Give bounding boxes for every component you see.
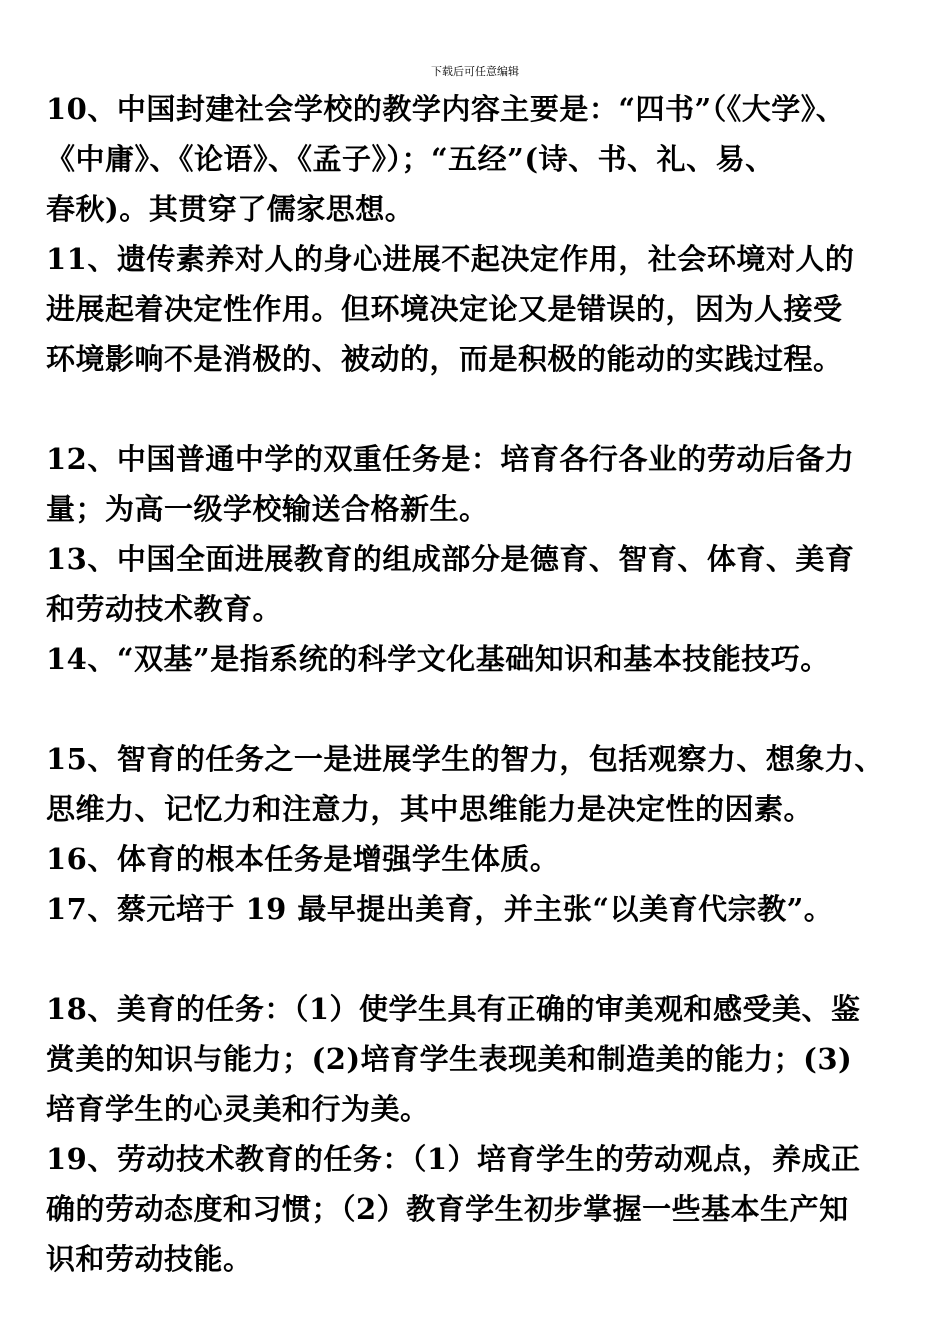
text-line: 识和劳动技能。 xyxy=(46,1242,253,1276)
text-line: 培育学生的心灵美和行为美。 xyxy=(46,1092,430,1126)
paragraph-gap xyxy=(46,684,931,734)
text-line: 17、蔡元培于 19 最早提出美育，并主张“以美育代宗教”。 xyxy=(46,892,834,926)
text-line: 赏美的知识与能力；(2)培育学生表现美和制造美的能力；(3) xyxy=(46,1042,853,1076)
page-header-note: 下载后可任意编辑 xyxy=(431,65,519,78)
text-line: 11、遗传素养对人的身心进展不起决定作用，社会环境对人的 xyxy=(46,242,855,276)
text-line: 14、“双基”是指系统的科学文化基础知识和基本技能技巧。 xyxy=(46,642,830,676)
text-line: 思维力、记忆力和注意力，其中思维能力是决定性的因素。 xyxy=(46,792,814,826)
text-line: 15、智育的任务之一是进展学生的智力，包括观察力、想象力、 xyxy=(46,742,884,776)
paragraph-gap xyxy=(46,384,931,434)
text-line: 进展起着决定性作用。但环境决定论又是错误的，因为人接受 xyxy=(46,292,843,326)
text-line: 量；为高一级学校输送合格新生。 xyxy=(46,492,489,526)
text-line: 环境影响不是消极的、被动的，而是积极的能动的实践过程。 xyxy=(46,342,843,376)
document-body xyxy=(46,84,931,1284)
text-line: 18、美育的任务：（1）使学生具有正确的审美观和感受美、鉴 xyxy=(46,992,861,1026)
text-line: 和劳动技术教育。 xyxy=(46,592,283,626)
paragraph-gap xyxy=(46,934,931,984)
text-line: 19、劳动技术教育的任务：（1）培育学生的劳动观点，养成正 xyxy=(46,1142,861,1176)
text-line: 13、中国全面进展教育的组成部分是德育、智育、体育、美育 xyxy=(46,542,855,576)
text-line: 12、中国普通中学的双重任务是：培育各行各业的劳动后备力 xyxy=(46,442,855,476)
text-line: 10、中国封建社会学校的教学内容主要是：“四书”（《大学》、 xyxy=(46,92,846,126)
text-line: 确的劳动态度和习惯；（2）教育学生初步掌握一些基本生产知 xyxy=(46,1192,849,1226)
text-line: 16、体育的根本任务是增强学生体质。 xyxy=(46,842,560,876)
text-line: 春秋)。其贯穿了儒家思想。 xyxy=(46,192,415,226)
text-line: 《中庸》、《论语》、《孟子》）；“五经”(诗、书、礼、易、 xyxy=(46,142,775,176)
